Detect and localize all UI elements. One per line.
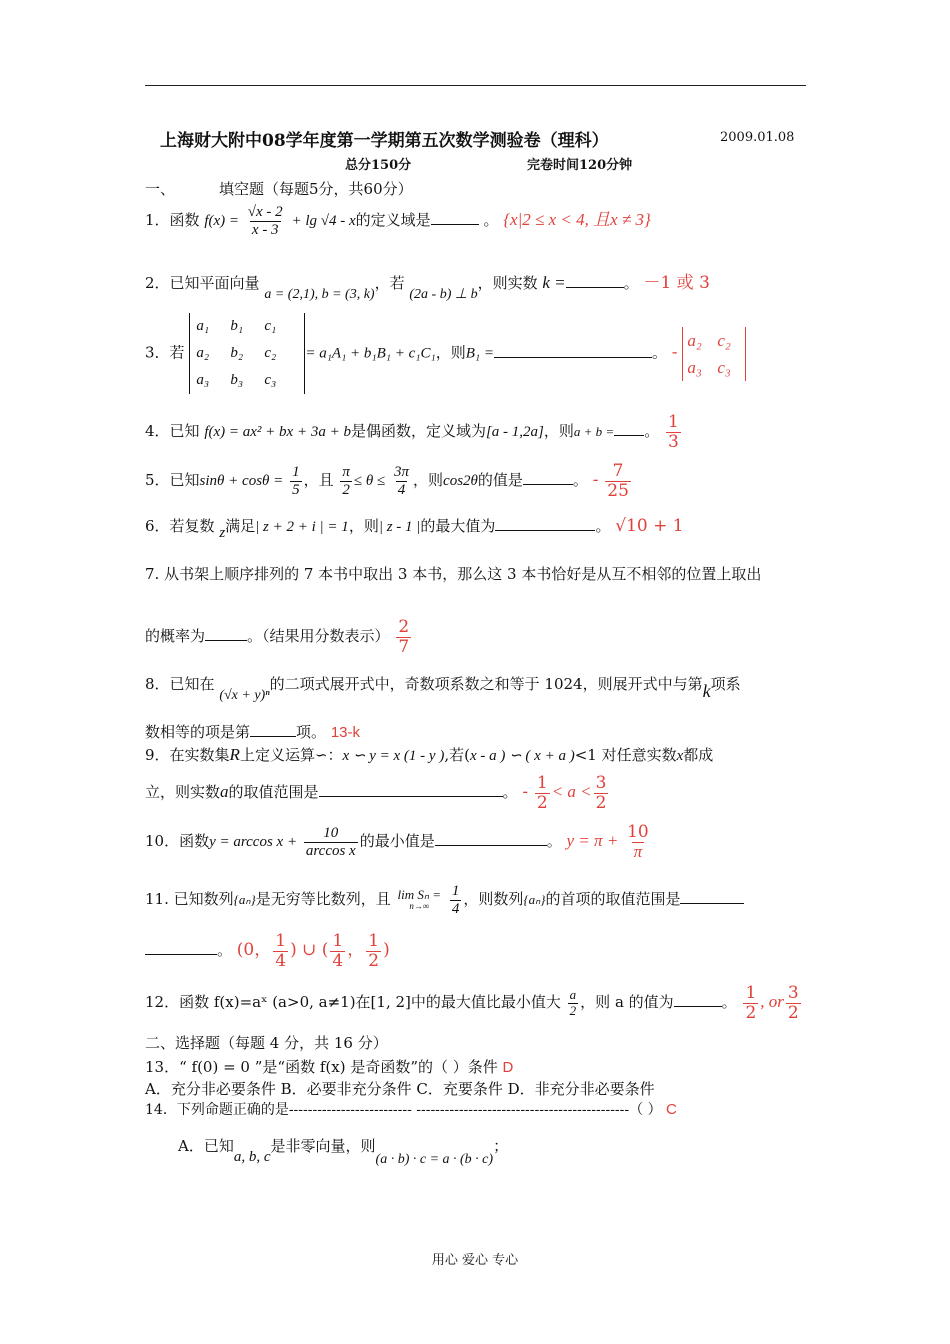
q5-fraction: [290, 464, 302, 498]
q9-suffix2: 都成: [683, 746, 714, 764]
q11-den: 4: [451, 900, 460, 917]
q7-blank: [205, 626, 247, 641]
question-9-line1: [145, 744, 713, 765]
q5-ineq: ≤ θ ≤: [353, 473, 386, 490]
q3-cell: a₃: [196, 372, 210, 388]
question-13: [145, 1056, 513, 1077]
q3-blank: [494, 343, 652, 358]
q9-set: R: [229, 745, 240, 764]
q3-ans-cell: a₂: [687, 330, 702, 350]
q8-expr: (√x + y)ⁿ: [219, 688, 270, 703]
q9-mid: 上定义运算∽：: [239, 746, 343, 764]
q5-hi-den: 4: [397, 481, 406, 498]
q8-suffix: 项系: [710, 675, 741, 693]
q10-ans-den: π: [633, 841, 643, 861]
q10-answer: [625, 823, 651, 861]
q8-mid: 的二项式展开式中，奇数项系数之和等于 1024，则展开式中与第: [269, 675, 703, 693]
q11-ans-b: ) ∪ (: [290, 940, 329, 961]
q3-cell: a₂: [196, 345, 210, 361]
q4-domain: [a - 1,2a]: [485, 424, 544, 441]
q3-cell: b₃: [230, 372, 244, 388]
q6-blank: [495, 516, 595, 531]
q9-line2: 立，则实数: [145, 783, 221, 802]
q4-answer: [666, 413, 681, 451]
q2-vectors: a = (2,1), b = (3, k): [264, 287, 375, 302]
q10-ans-expr: y = π +: [566, 831, 619, 851]
section2-heading: 二、选择题（每题 4 分，共 16 分）: [145, 1034, 388, 1052]
q3-cell: b₁: [230, 318, 244, 334]
q3-var: B₁ =: [465, 345, 494, 362]
top-rule: [145, 85, 806, 86]
q9-var: x: [676, 748, 684, 764]
q8-line2: 数相等的项是第: [145, 723, 251, 741]
q5-target: cos2θ: [443, 473, 478, 490]
q11-prefix: 11. 已知数列: [145, 890, 234, 908]
q9-line2b: 的取值范围是: [228, 783, 319, 802]
q11-a-den: 4: [275, 950, 287, 971]
q9-prefix: 9．在实数集: [145, 746, 230, 764]
q11-c-den: 2: [368, 950, 380, 971]
q1-den: x - 3: [251, 221, 279, 238]
q11-a-num: 1: [275, 931, 287, 951]
q1-num: √x - 2: [247, 204, 283, 220]
q3-determinant: [189, 313, 305, 394]
q6-suffix2: 的最大值为: [420, 517, 496, 535]
q4-prefix: 4．已知: [145, 422, 200, 441]
q7-answer: [396, 618, 411, 656]
q11-lim-sub: n→∞: [409, 901, 430, 912]
section1-text: 填空题（每题5分，共60分）: [219, 180, 413, 198]
q9-ans-mid: < a <: [551, 782, 592, 802]
q1-func: f(x) =: [204, 213, 240, 229]
q3-ans-row-1: [687, 327, 741, 354]
q9-ans-hi-den: 2: [595, 792, 607, 813]
q5-suffix: ，则: [413, 471, 444, 490]
q3-answer-determinant: [682, 327, 746, 381]
q9-ans-lower: [535, 774, 550, 812]
q14-answer: C: [666, 1101, 677, 1118]
q12-fraction: [568, 988, 579, 1018]
q5-lo-num: π: [342, 464, 350, 481]
q13-text: 13．“ f(0) = 0 ”是“函数 f(x) 是奇函数”的（ ）条件: [145, 1058, 498, 1076]
q11-ans-frac-1: [273, 932, 288, 970]
q5-lower: [340, 464, 352, 498]
q10-end: 。: [546, 832, 562, 851]
q3-cell: c₃: [264, 372, 277, 388]
q4-suffix: ，则: [543, 422, 574, 441]
q2-cond: (2a - b) ⊥ b: [409, 287, 478, 302]
q6-cond: | z + 2 + i | = 1: [255, 519, 349, 535]
q2-var: k =: [542, 273, 566, 292]
q12-ans-mid: , or: [760, 992, 784, 1012]
q11-num: 1: [451, 883, 460, 899]
q11-seq: {aₙ}: [233, 892, 256, 907]
q10-expr: y = arccos x +: [209, 834, 298, 851]
q1-suffix: 的定义域是: [355, 211, 431, 229]
q3-expr: = a₁A₁ + b₁B₁ + c₁C₁: [305, 345, 436, 362]
q3-cell: c₂: [264, 345, 277, 361]
q11-ans-frac-2: [330, 932, 345, 970]
q5-hi-num: 3π: [394, 464, 410, 481]
q5-expr: sinθ + cosθ =: [199, 473, 284, 490]
q10-den: arccos x: [305, 842, 356, 859]
q2-blank: [566, 273, 624, 288]
q2-prefix: 2．已知平面向量: [145, 274, 260, 292]
question-2: [145, 268, 710, 302]
question-11-line2: [145, 932, 390, 970]
q14-opta-prefix: A．已知: [178, 1137, 234, 1155]
q9-blank: [319, 782, 503, 797]
q1-end: 。: [483, 211, 499, 229]
q9-mid2: ,若(: [444, 746, 470, 764]
q7-ans-num: 2: [398, 617, 410, 637]
q4-mid: 是偶函数，定义域为: [350, 422, 486, 441]
question-6: [145, 515, 684, 541]
q3-mid: ，则: [435, 343, 466, 362]
q11-b-num: 1: [332, 931, 344, 951]
q12-ans-frac-1: [743, 984, 758, 1022]
question-4: [145, 413, 683, 451]
q12-end: 。: [721, 993, 737, 1012]
q11-mid: 是无穷等比数列，且: [255, 890, 391, 908]
q8-blank: [250, 722, 296, 737]
q11-ans-frac-3: [366, 932, 381, 970]
q9-ans-lo-num: 1: [536, 773, 548, 793]
q11-seq2: {aₙ}: [523, 892, 546, 907]
q5-ans-num: 7: [612, 461, 624, 481]
q1-blank: [431, 210, 479, 225]
q3-ans-cell: a₃: [687, 357, 702, 377]
q12-ans-frac-2: [786, 984, 801, 1022]
q7-line2: 的概率为: [145, 627, 206, 646]
question-13-options: A．充分非必要条件 B．必要非充分条件 C．充要条件 D．非充分非必要条件: [145, 1080, 655, 1098]
q7-ans-den: 7: [398, 636, 410, 657]
q3-ans-row-2: [687, 354, 741, 381]
q9-end: 。: [502, 783, 518, 802]
question-5: [145, 462, 633, 500]
q5-answer: [605, 462, 631, 500]
question-8-line2: [145, 721, 360, 742]
q13-answer: D: [502, 1059, 514, 1076]
q11-end: 。: [217, 941, 233, 960]
q4-func: f(x) = ax² + bx + 3a + b: [204, 424, 351, 441]
q8-prefix: 8．已知在: [145, 675, 215, 693]
q11-suffix2: 的首项的取值范围是: [545, 890, 681, 908]
q4-end: 。: [644, 422, 660, 441]
q10-fraction: [304, 825, 358, 859]
q6-suffix: ，则: [348, 517, 379, 535]
q1-prefix: 1．函数: [145, 211, 200, 229]
question-7-line1: 7. 从书架上顺序排列的 7 本书中取出 3 本书，那么这 3 本书恰好是从互不相邻的位置上取出: [145, 565, 762, 583]
question-14-option-a: [178, 1135, 509, 1167]
q7-end: 。（结果用分数表示）: [247, 627, 390, 646]
q3-det-row-2: [196, 340, 298, 367]
question-14: [145, 1099, 677, 1119]
q3-cell: a₁: [196, 318, 210, 334]
section1-heading: [145, 178, 413, 199]
q5-suffix2: 的值是: [477, 471, 523, 490]
exam-date: 2009.01.08: [720, 130, 795, 145]
q11-c-num: 1: [368, 931, 380, 951]
q11-fraction: [450, 883, 462, 917]
q9-suffix: <1 对任意实数: [574, 746, 677, 764]
q9-ans-upper: [594, 774, 609, 812]
total-score: 总分150分: [345, 158, 412, 173]
q6-target: | z - 1 |: [378, 519, 421, 535]
q3-end: 。: [652, 343, 668, 362]
q3-det-row-3: [196, 367, 298, 394]
q1-fraction: [246, 204, 285, 238]
page-footer: 用心 爱心 专心: [431, 1253, 519, 1268]
q2-answer: －1 或 3: [643, 273, 710, 293]
question-11-line1: [145, 883, 744, 917]
q11-b-den: 4: [332, 950, 344, 971]
q5-mid: ，且: [303, 471, 334, 490]
q5-ans-sign: -: [592, 470, 599, 491]
page-title: 上海财大附中08学年度第一学期第五次数学测验卷（理科）: [160, 131, 609, 151]
q5-blank: [523, 470, 573, 485]
q9-ans-hi-num: 3: [595, 773, 607, 793]
q11-limit: [398, 888, 442, 912]
q12-den: 2: [569, 1002, 577, 1018]
q11-blank-b: [145, 940, 217, 955]
q3-cell: c₁: [264, 318, 277, 334]
q8-var: k: [702, 681, 711, 701]
q10-blank: [435, 831, 547, 846]
q4-var: a + b =: [573, 424, 615, 440]
q1-rest: + lg √4 - x: [291, 213, 356, 229]
q12-ans-a-num: 1: [745, 983, 757, 1003]
q10-suffix: 的最小值是: [359, 832, 435, 851]
q10-num: 10: [323, 825, 339, 842]
question-3: [145, 313, 746, 394]
q3-prefix: 3．若: [145, 343, 185, 362]
q1-answer: {x|2 ≤ x < 4, 且x ≠ 3}: [503, 210, 651, 229]
question-1: [145, 204, 651, 238]
q8-end: 项。: [296, 723, 327, 741]
q4-ans-den: 3: [668, 431, 679, 452]
q11-ans-a: (0，: [236, 940, 272, 961]
q10-ans-num: 10: [627, 822, 649, 842]
q8-answer: 13-k: [330, 724, 360, 741]
q5-prefix: 5．已知: [145, 471, 200, 490]
q9-ans-sign: -: [522, 782, 529, 803]
q12-ans-b-num: 3: [787, 983, 799, 1003]
question-7-line2: [145, 618, 413, 656]
q3-det-row-1: [196, 313, 298, 340]
q5-ans-den: 25: [607, 480, 629, 501]
q4-blank: [614, 421, 644, 436]
question-10: [145, 823, 653, 861]
q11-suffix: ，则数列: [463, 890, 524, 908]
q11-ans-c: ，: [347, 940, 365, 961]
q5-end: 。: [572, 471, 588, 490]
q5-den: 5: [292, 481, 300, 498]
q14-opta-expr: (a · b) · c = a · (b · c): [375, 1152, 494, 1167]
q5-num: 1: [292, 464, 300, 481]
q6-var: z: [219, 525, 226, 541]
q12-ans-a-den: 2: [745, 1002, 757, 1023]
question-9-line2: [145, 774, 610, 812]
q12-num: a: [569, 987, 577, 1003]
q2-mid: ，若: [374, 274, 405, 292]
q12-blank: [674, 992, 722, 1007]
q9-ans-lo-den: 2: [536, 792, 548, 813]
q5-upper: [392, 464, 411, 498]
q6-prefix: 6．若复数: [145, 517, 215, 535]
q14-opta-mid: 是非零向量，则: [270, 1137, 376, 1155]
q6-answer: √10 + 1: [615, 516, 684, 536]
q4-ans-num: 1: [668, 412, 679, 432]
question-12: [145, 984, 803, 1022]
section1-number: 一、: [145, 180, 176, 198]
q11-ans-d: ): [383, 940, 390, 961]
q2-suffix: ，则实数: [477, 274, 538, 292]
q11-blank-a: [680, 889, 744, 904]
q3-answer-sign: -: [671, 342, 678, 363]
q9-expr2: x - a ) ∽ ( x + a ): [469, 748, 575, 764]
q12-suffix: ，则 a 的值为: [580, 993, 674, 1012]
q3-ans-cell: c₃: [717, 357, 731, 377]
q12-ans-b-den: 2: [787, 1002, 799, 1023]
q6-mid: 满足: [225, 517, 256, 535]
q11-lim: lim Sₙ =: [397, 886, 442, 902]
q10-prefix: 10．函数: [145, 832, 210, 851]
question-8-line1: [145, 673, 741, 703]
q14-text: 14．下列命题正确的是-------------------------- ---------------------------------------------（ ）: [145, 1102, 662, 1118]
q2-end: 。: [623, 274, 639, 292]
time-limit: 完卷时间120分钟: [527, 158, 633, 173]
q3-cell: b₂: [230, 345, 244, 361]
q3-ans-cell: c₂: [717, 330, 731, 350]
q14-opta-end: ；: [493, 1137, 509, 1155]
q6-end: 。: [595, 517, 611, 535]
q5-lo-den: 2: [342, 481, 350, 498]
q9-var2: a: [220, 782, 229, 802]
q12-prefix: 12．函数 f(x)=aˣ (a>0, a≠1)在[1, 2]中的最大值比最小值大: [145, 993, 561, 1012]
q14-opta-vectors: a, b, c: [233, 1149, 271, 1165]
q9-op: x ∽ y = x (1 - y ): [342, 748, 445, 764]
